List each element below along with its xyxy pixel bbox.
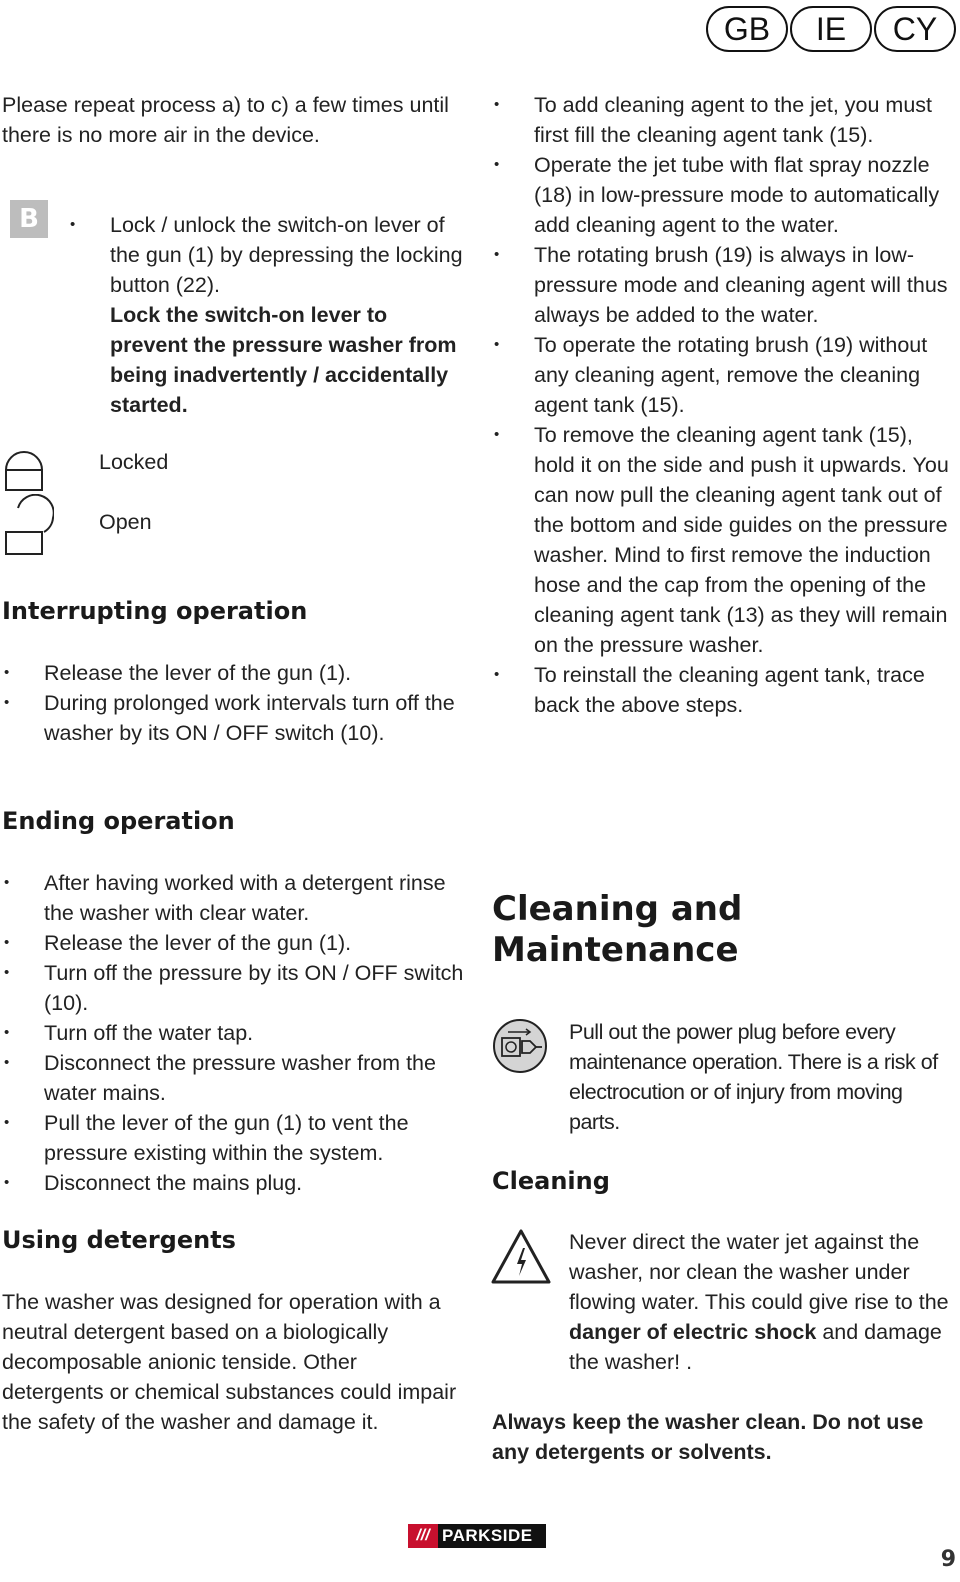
ending-list — [2, 868, 472, 1198]
list-item: • Disconnect the pressure washer from the water mains. — [2, 1048, 472, 1108]
language-badges — [706, 6, 956, 52]
left-column — [2, 90, 472, 150]
maintenance-heading — [492, 889, 742, 971]
warning-text-bold: danger of electric shock — [569, 1320, 817, 1344]
warning-text — [569, 1227, 949, 1377]
plug-notice-text: Pull out the power plug before every maintenance operation. There is a risk of electrocution or of injury from moving parts. — [569, 1020, 938, 1134]
interrupting-heading: Interrupting operation — [2, 597, 308, 625]
repeat-instruction: Please repeat process a) to c) a few times until there is no more air in the device. — [2, 93, 449, 147]
list-item: • To operate the rotating brush (19) without any cleaning agent, remove the cleaning agent tank (15). — [492, 330, 952, 420]
list-item: • During prolonged work intervals turn off the washer by its ON / OFF switch (10). — [2, 688, 472, 748]
list-item: • Turn off the pressure by its ON / OFF switch (10). — [2, 958, 472, 1018]
detergents-text: The washer was designed for operation with a neutral detergent based on a biologically decomposable anionic tenside. Other detergents or chemical substances could impair the safety of the washer and damage it. — [2, 1290, 457, 1434]
open-label: Open — [99, 510, 152, 534]
lock-bullet-text: Lock / unlock the switch-on lever of the gun (1) by depressing the locking button (22). — [110, 213, 463, 297]
parkside-logo — [408, 1524, 546, 1548]
logo-brand-name: PARKSIDE — [442, 1526, 533, 1545]
warning-text-part2: and damage the washer! . — [569, 1320, 942, 1374]
locked-icon — [4, 446, 44, 492]
always-clean-text: Always keep the washer clean. Do not use any detergents or solvents. — [492, 1410, 924, 1464]
language-badge-ie: IE — [790, 6, 872, 52]
lock-instruction — [68, 210, 468, 420]
open-lock-icon — [4, 494, 54, 556]
logo-slashes: /// — [408, 1524, 438, 1548]
list-item: • To add cleaning agent to the jet, you must first fill the cleaning agent tank (15). — [492, 90, 952, 150]
list-item: • Disconnect the mains plug. — [2, 1168, 472, 1198]
language-badge-cy: CY — [874, 6, 956, 52]
list-item: • To reinstall the cleaning agent tank, trace back the above steps. — [492, 660, 952, 720]
list-item — [68, 210, 468, 420]
warning-text-part1: Never direct the water jet against the washer, nor clean the washer under flowing water. This could give rise to the — [569, 1230, 949, 1314]
list-item: • The rotating brush (19) is always in low-pressure mode and cleaning agent will thus always be added to the water. — [492, 240, 952, 330]
section-b-badge: B — [10, 200, 48, 238]
power-plug-icon — [492, 1018, 548, 1074]
electric-warning-icon — [490, 1228, 552, 1286]
maintenance-heading-line2: Maintenance — [492, 930, 739, 970]
detergent-instructions-list — [492, 90, 952, 720]
list-item: • Release the lever of the gun (1). — [2, 658, 472, 688]
list-item: • Turn off the water tap. — [2, 1018, 472, 1048]
lock-bullet-bold: Lock the switch-on lever to prevent the pressure washer from being inadvertently / accidentally started. — [110, 303, 457, 417]
list-item: • After having worked with a detergent rinse the washer with clear water. — [2, 868, 472, 928]
list-item: • Release the lever of the gun (1). — [2, 928, 472, 958]
cleaning-heading: Cleaning — [492, 1167, 610, 1195]
locked-label: Locked — [99, 450, 169, 474]
detergents-heading: Using detergents — [2, 1226, 236, 1254]
list-item: • Operate the jet tube with flat spray nozzle (18) in low-pressure mode to automatically add cleaning agent to the water. — [492, 150, 952, 240]
page-number: 9 — [940, 1547, 956, 1572]
maintenance-heading-line1: Cleaning and — [492, 889, 743, 929]
list-item: • To remove the cleaning agent tank (15), hold it on the side and push it upwards. You can now pull the cleaning agent tank out of the bottom and side guides on the pressure washer. Mind to first remove the induction hose and the cap from the opening of the cleaning agent tank (13) as they will remain on the pressure washer. — [492, 420, 952, 660]
list-item: • Pull the lever of the gun (1) to vent the pressure existing within the system. — [2, 1108, 472, 1168]
interrupting-list — [2, 658, 472, 748]
ending-heading: Ending operation — [2, 807, 235, 835]
language-badge-gb: GB — [706, 6, 788, 52]
